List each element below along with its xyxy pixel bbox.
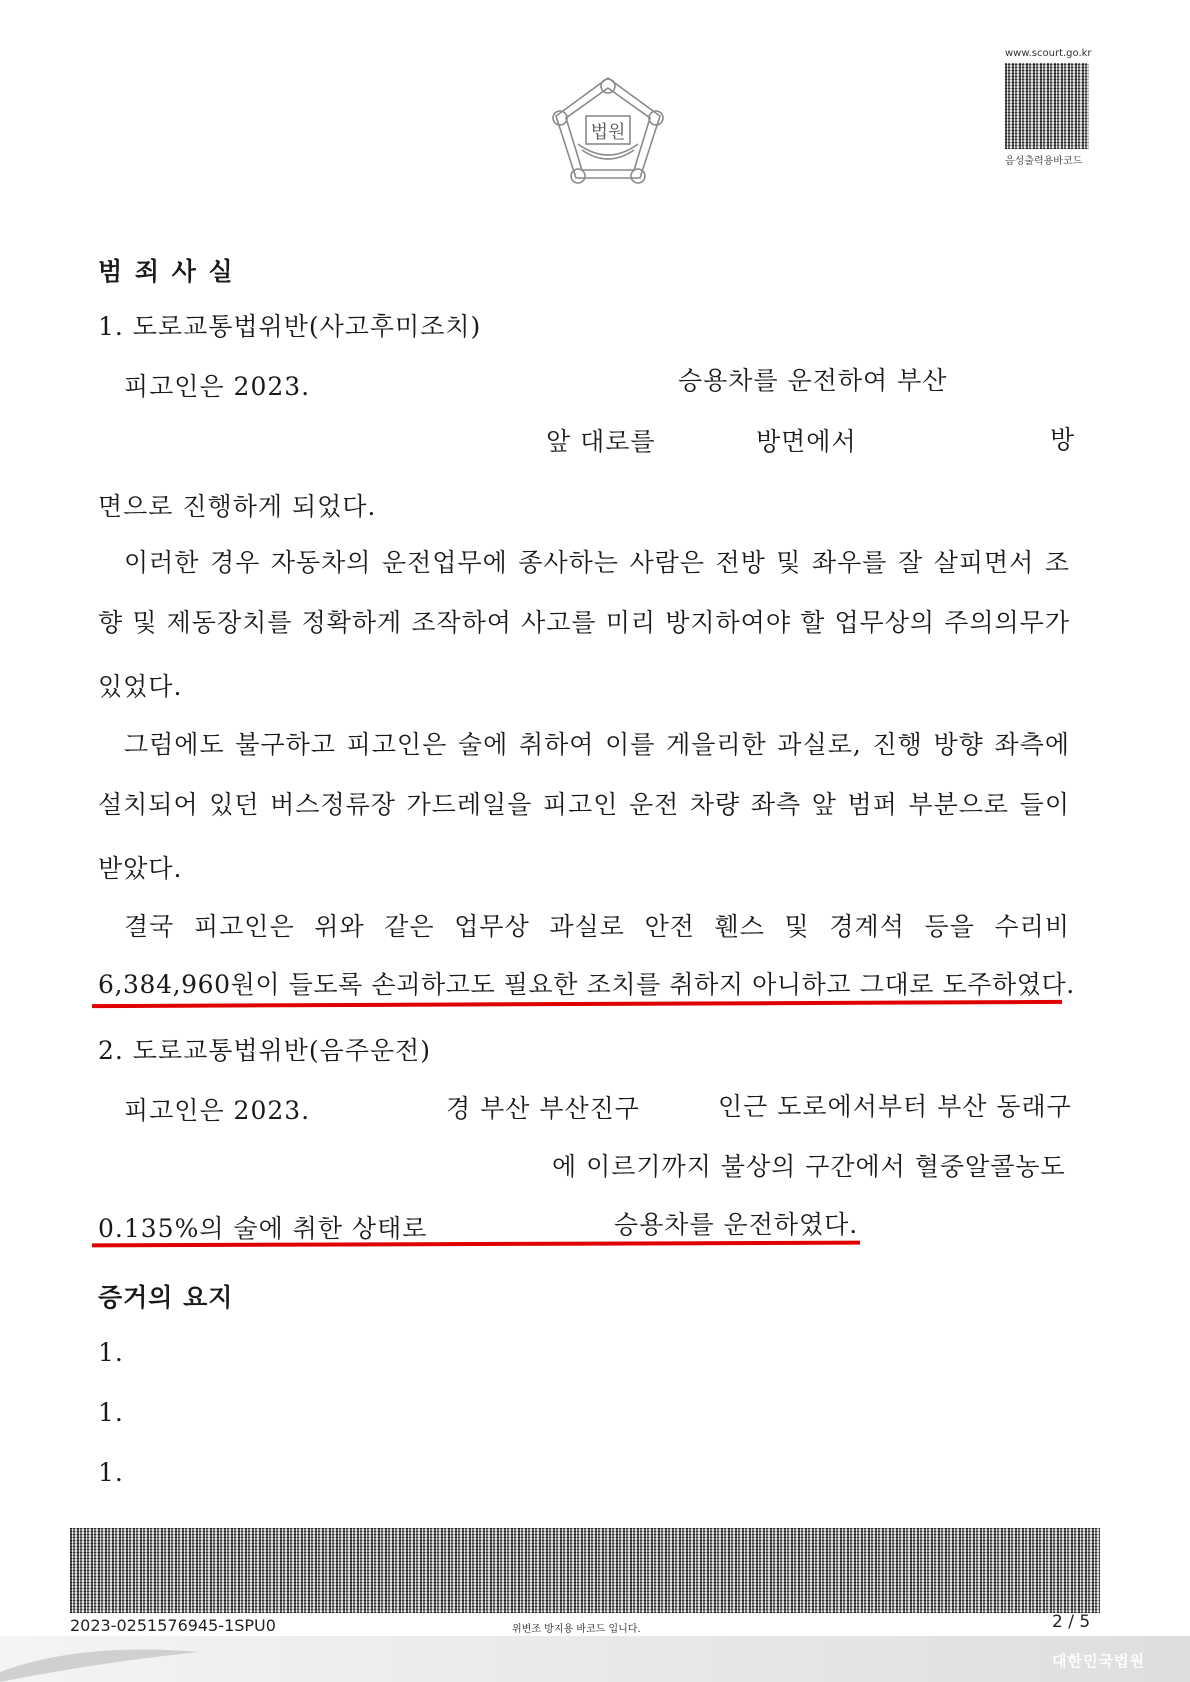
item1-heading: 1. 도로교통법위반(사고후미조치) (98, 312, 482, 341)
watermark-swoosh-icon (0, 1632, 240, 1682)
p2-line3: 있었다. (98, 672, 183, 701)
item2-heading: 2. 도로교통법위반(음주운전) (98, 1036, 431, 1065)
section-title-crime-facts: 범 죄 사 실 (98, 257, 235, 286)
court-seal (548, 72, 668, 187)
anti-forgery-barcode (70, 1528, 1100, 1613)
court-name-watermark: 대한민국법원 (1052, 1652, 1145, 1670)
p2-line1: 이러한 경우 자동차의 운전업무에 종사하는 사람은 전방 및 좌우를 잘 살피면서 조 (124, 548, 1070, 577)
p2-line2: 향 및 제동장치를 정확하게 조작하여 사고를 미리 방지하여야 할 업무상의 주의의무가 (98, 608, 1070, 637)
p1-line3: 면으로 진행하게 되었다. (98, 492, 377, 521)
p1-line1-right: 승용차를 운전하여 부산 (678, 366, 948, 395)
p5-line1-b: 경 부산 부산진구 (446, 1094, 640, 1123)
site-url: www.scourt.go.kr (1005, 48, 1092, 59)
evidence-item: 1. (98, 1338, 124, 1367)
p5-line1-c: 인근 도로에서부터 부산 동래구 (718, 1092, 1072, 1121)
document-number: 2023-0251576945-1SPU0 (70, 1616, 276, 1635)
page-number: 2 / 5 (1052, 1612, 1091, 1632)
red-underline-1 (92, 1000, 1062, 1008)
p3-line3: 받았다. (98, 854, 183, 883)
p1-line1-left: 피고인은 2023. (124, 372, 311, 401)
p1-line2-a: 앞 대로를 (546, 427, 656, 456)
p5-line1-a: 피고인은 2023. (124, 1096, 311, 1125)
p4-line1: 결국 피고인은 위와 같은 업무상 과실로 안전 휀스 및 경계석 등을 수리비 (124, 912, 1070, 941)
voice-output-barcode (1005, 63, 1089, 149)
section-title-evidence: 증거의 요지 (98, 1283, 234, 1312)
p5-line3-b: 승용차를 운전하였다. (614, 1210, 859, 1239)
p3-line1: 그럼에도 불구하고 피고인은 술에 취하여 이를 게을리한 과실로, 진행 방향 좌측에 (124, 730, 1070, 759)
p5-line3-a: 0.135%의 술에 취한 상태로 (98, 1214, 428, 1243)
p1-line2-c: 방 (1050, 425, 1076, 454)
evidence-item: 1. (98, 1398, 124, 1427)
barcode-caption: 음성출력용바코드 (1005, 156, 1083, 167)
evidence-item: 1. (98, 1458, 124, 1487)
barcode-note: 위변조 방지용 바코드 입니다. (512, 1624, 641, 1635)
seal-label: 법원 (590, 122, 626, 143)
p3-line2: 설치되어 있던 버스정류장 가드레일을 피고인 운전 차량 좌측 앞 범퍼 부분으로 들이 (98, 790, 1070, 819)
p1-line2-b: 방면에서 (756, 427, 857, 456)
p5-line2: 에 이르기까지 불상의 구간에서 혈중알콜농도 (552, 1152, 1066, 1181)
p4-line2: 6,384,960원이 들도록 손괴하고도 필요한 조치를 취하지 아니하고 그대로 도주하였다. (98, 970, 1075, 999)
